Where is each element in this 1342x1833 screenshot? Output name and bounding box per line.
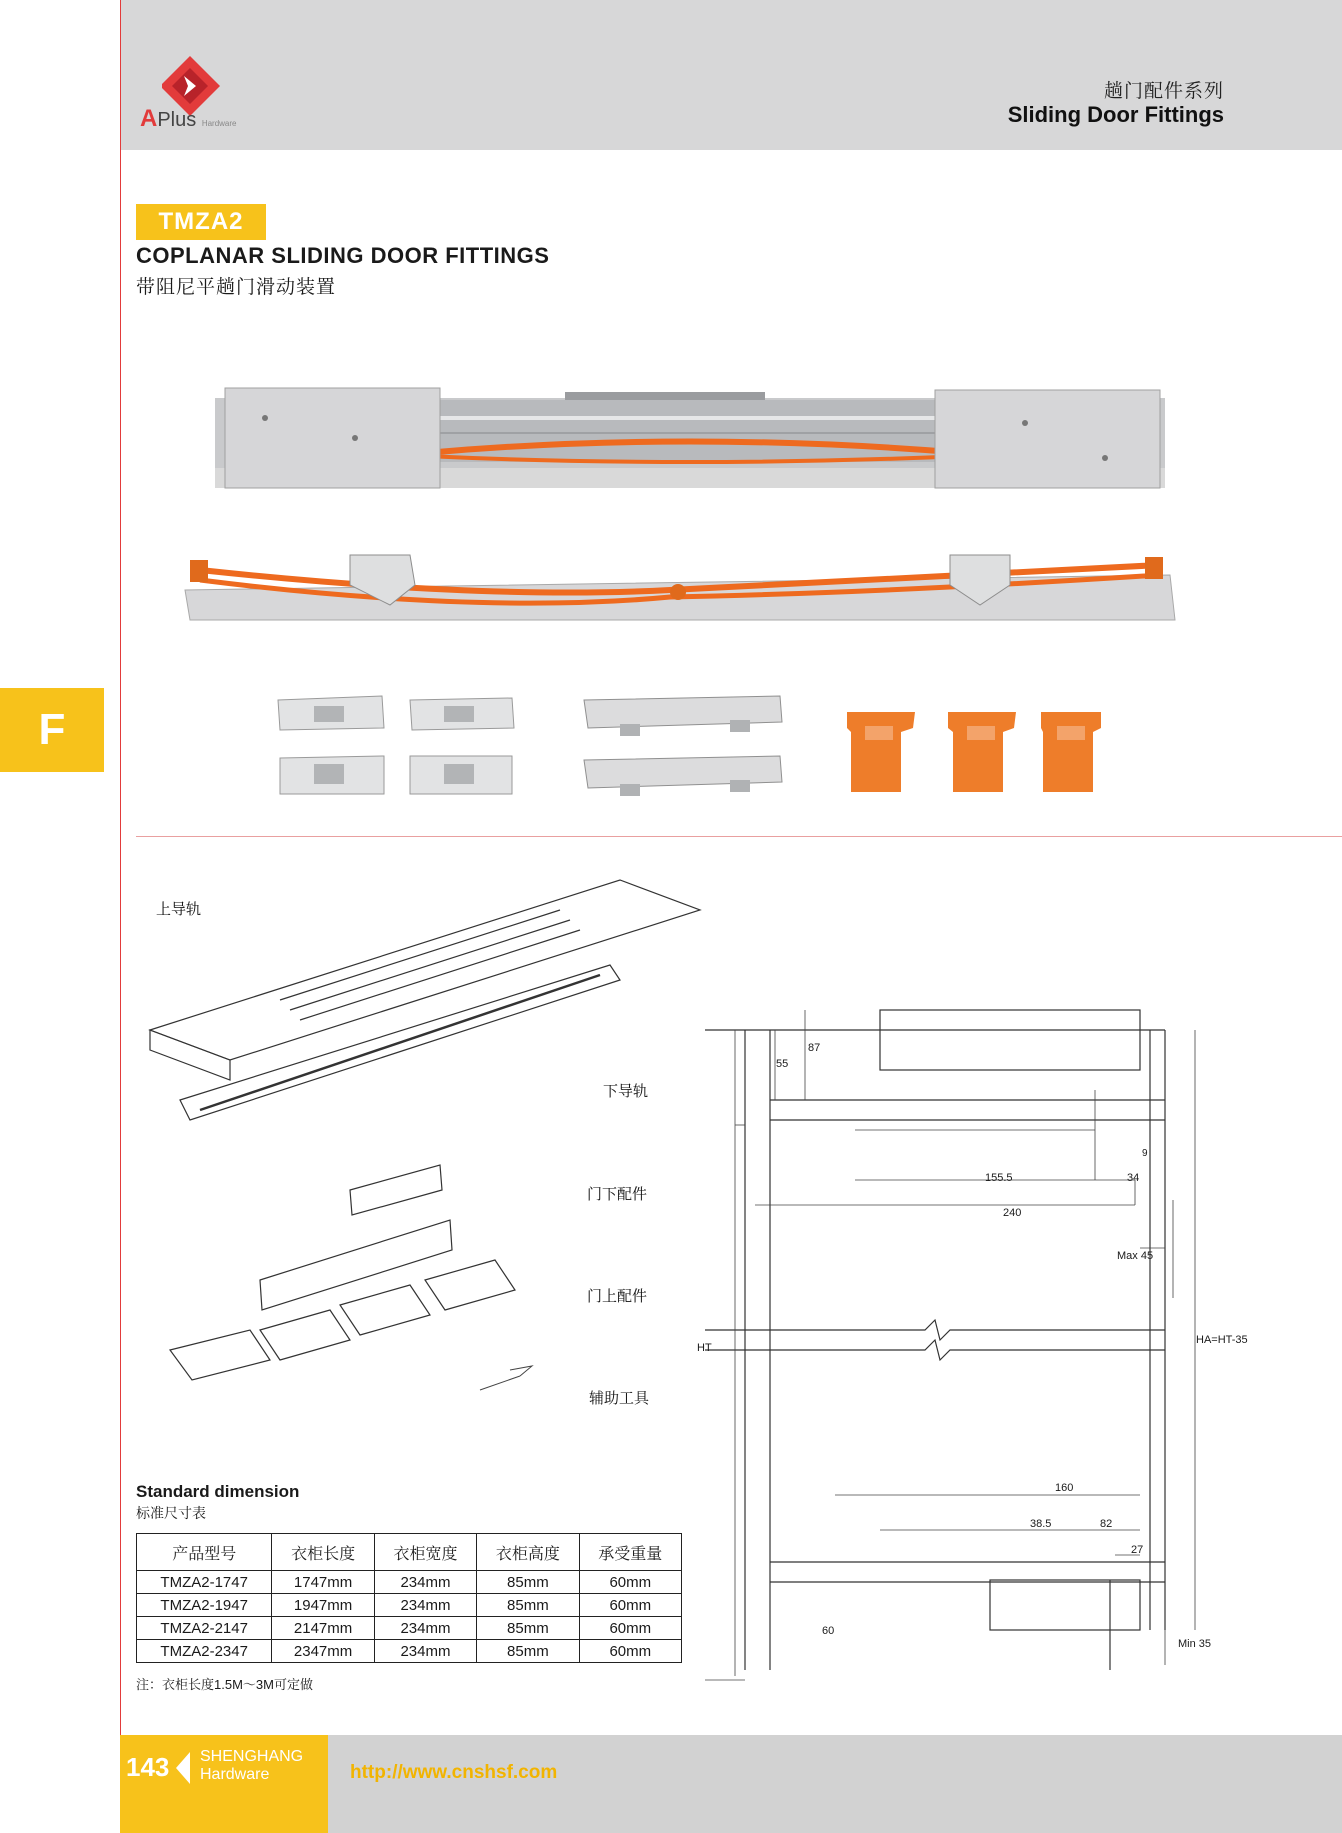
cell-load: 60mm [579, 1640, 681, 1663]
dim-87: 87 [808, 1042, 821, 1054]
dim-ht: HT [697, 1342, 712, 1354]
arrow-left-icon [176, 1752, 190, 1784]
logo-text: APlus Hardware [140, 105, 237, 132]
label-door-top: 门上配件 [587, 1288, 648, 1305]
cell-load: 60mm [579, 1617, 681, 1640]
section-drawing [695, 990, 1255, 1690]
cell-length: 2347mm [272, 1640, 374, 1663]
table-title-cn: 标准尺寸表 [136, 1505, 206, 1521]
door-top-brackets-photo [272, 690, 532, 800]
cell-load: 60mm [579, 1594, 681, 1617]
cell-model: TMZA2-1947 [137, 1594, 272, 1617]
cell-width: 234mm [374, 1617, 476, 1640]
cell-length: 1747mm [272, 1571, 374, 1594]
logo-mark: A [140, 105, 158, 132]
brand-logo [162, 48, 272, 148]
category-en: Sliding Door Fittings [1007, 102, 1224, 127]
cell-load: 60mm [579, 1571, 681, 1594]
spec-table [136, 1533, 682, 1663]
page-number: 143 [126, 1752, 170, 1782]
company-subtitle: Hardware [200, 1766, 270, 1783]
dim-max-45: Max 45 [1117, 1250, 1154, 1262]
product-title-cn: 带阻尼平趟门滑动装置 [136, 277, 337, 298]
cell-height: 85mm [477, 1594, 579, 1617]
dim-60: 60 [822, 1625, 835, 1637]
dim-38-5: 38.5 [1030, 1518, 1052, 1530]
dim-160: 160 [1055, 1482, 1074, 1494]
table-row [137, 1617, 682, 1640]
door-bottom-brackets-photo [580, 692, 790, 802]
header-height: 衣柜高度 [477, 1534, 579, 1571]
table-row [137, 1640, 682, 1663]
table-row [137, 1594, 682, 1617]
table-header-row [137, 1534, 682, 1571]
cell-width: 234mm [374, 1594, 476, 1617]
margin-line [120, 0, 121, 1833]
dim-155-5: 155.5 [985, 1172, 1013, 1184]
company-name: SHENGHANG [200, 1748, 304, 1765]
dim-82: 82 [1100, 1518, 1113, 1530]
cell-model: TMZA2-2347 [137, 1640, 272, 1663]
header-load: 承受重量 [579, 1534, 681, 1571]
label-bottom-rail: 下导轨 [603, 1083, 649, 1100]
table-title-en: Standard dimension [136, 1482, 300, 1501]
cell-model: TMZA2-2147 [137, 1617, 272, 1640]
bottom-rail-photo [180, 545, 1180, 625]
cell-height: 85mm [477, 1617, 579, 1640]
exploded-view-drawing [140, 870, 710, 1430]
cell-height: 85mm [477, 1640, 579, 1663]
cell-model: TMZA2-1747 [137, 1571, 272, 1594]
header-width: 衣柜宽度 [374, 1534, 476, 1571]
header-length: 衣柜长度 [272, 1534, 374, 1571]
damper-parts-photo [843, 708, 1105, 794]
dim-34: 34 [1127, 1172, 1140, 1184]
cell-length: 2147mm [272, 1617, 374, 1640]
section-tab: F [0, 688, 104, 772]
logo-small: Hardware [201, 119, 237, 128]
dim-min-35: Min 35 [1178, 1638, 1212, 1650]
category-cn: 趟门配件系列 [1103, 81, 1224, 102]
dim-ha: HA=HT-35 [1196, 1334, 1248, 1346]
cell-height: 85mm [477, 1571, 579, 1594]
model-badge: TMZA2 [136, 204, 266, 240]
cell-width: 234mm [374, 1571, 476, 1594]
cell-width: 234mm [374, 1640, 476, 1663]
label-top-rail: 上导轨 [156, 901, 202, 918]
product-title-en: COPLANAR SLIDING DOOR FITTINGS [136, 243, 550, 268]
dim-55: 55 [776, 1058, 789, 1070]
dim-240: 240 [1003, 1207, 1022, 1219]
table-note: 注：衣柜长度1.5M～3M可定做 [136, 1677, 313, 1692]
label-door-bottom: 门下配件 [587, 1186, 648, 1203]
header-model: 产品型号 [137, 1534, 272, 1571]
dim-9: 9 [1142, 1148, 1148, 1159]
top-rail-photo [205, 378, 1175, 493]
table-row [137, 1571, 682, 1594]
dim-27: 27 [1131, 1544, 1144, 1556]
section-divider [136, 836, 1342, 837]
label-tools: 辅助工具 [589, 1390, 650, 1407]
website-link[interactable]: http://www.cnshsf.com [350, 1762, 558, 1783]
cell-length: 1947mm [272, 1594, 374, 1617]
